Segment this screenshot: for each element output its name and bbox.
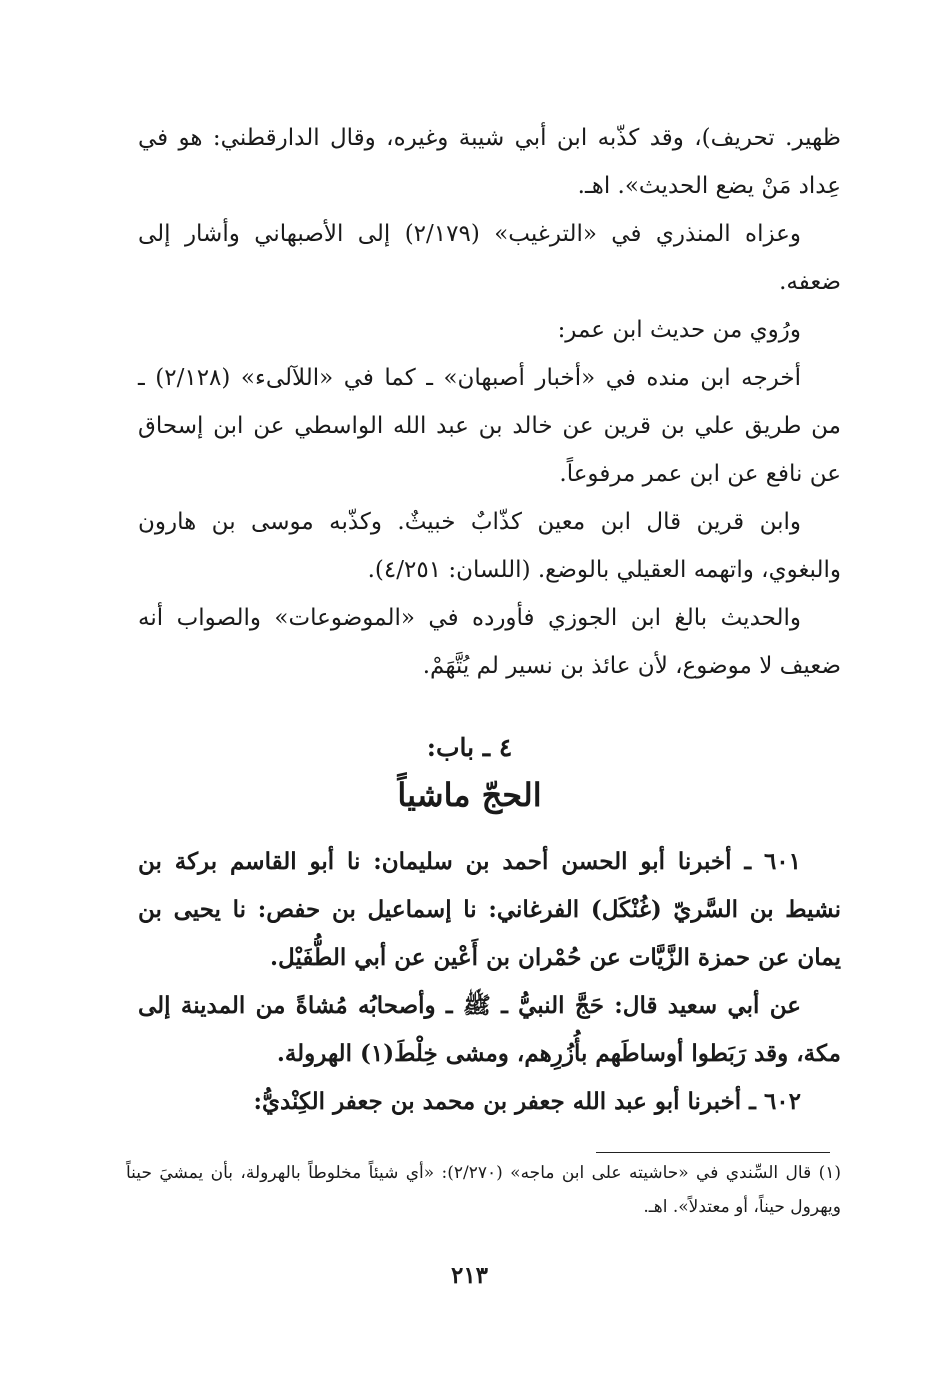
top-commentary — [138, 114, 841, 690]
hadith-paragraph: عن أبي سعيد قال: حَجَّ النبيُّ ـ ﷺ ـ وأصحابُه مُشاةً من المدينة إلى مكة، وقد رَبَطوا أوساطَهم بأُزُرِهم، ومشى خِلْطَ(١) الهرولة. — [138, 992, 841, 1067]
hadith-paragraph: ٦٠١ ـ أخبرنا أبو الحسن أحمد بن سليمان: نا أبو القاسم بركة بن نشيط بن السَّريّ (غُنْكَل) الفرغاني: نا إسماعيل بن حفص: نا يحيى بن يمان عن حمزة الزَّيَّات عن حُمْران بن أَعْين عن أبي الطُّفَيْل. — [138, 848, 841, 971]
footnote-divider — [596, 1152, 830, 1153]
paragraph: ورُوي من حديث ابن عمر: — [557, 317, 801, 343]
paragraph: وعزاه المنذري في «الترغيب» (٢/١٧٩) إلى الأصبهاني وأشار إلى ضعفه. — [138, 221, 841, 295]
footnotes — [126, 1156, 841, 1224]
section-heading — [0, 726, 939, 820]
paragraph: أخرجه ابن منده في «أخبار أصبهان» ـ كما في «اللآلىء» (٢/١٢٨) ـ من طريق علي بن قرين عن خالد بن عبد الله الواسطي عن ابن إسحاق عن نافع عن ابن عمر مرفوعاً. — [138, 365, 841, 487]
paragraph: وابن قرين قال ابن معين كذّابٌ خبيثٌ. وكذّبه موسى بن هارون والبغوي، واتهمه العقيلي بالوضع. (اللسان: ٤/٢٥١). — [138, 509, 841, 583]
chapter-number: ٤ ـ باب: — [426, 733, 513, 762]
hadith-text — [138, 838, 841, 1126]
chapter-title: الحجّ ماشياً — [397, 776, 542, 814]
hadith-paragraph: ٦٠٢ ـ أخبرنا أبو عبد الله جعفر بن محمد بن جعفر الكِنْديُّ: — [253, 1088, 801, 1115]
paragraph: ظهير. تحريف)، وقد كذّبه ابن أبي شيبة وغيره، وقال الدارقطني: هو في عِداد مَنْ يضع الحديث». اهـ. — [138, 125, 841, 199]
footnote: (١) قال السِّندي في «حاشيته على ابن ماجه» (٢/٢٧٠): «أي شيئاً مخلوطاً بالهرولة، بأن يمشيَ حيناً ويهرول حيناً، أو معتدلاً». اهـ. — [126, 1163, 841, 1217]
page-number: ٢١٣ — [450, 1262, 489, 1289]
paragraph: والحديث بالغ ابن الجوزي فأورده في «الموضوعات» والصواب أنه ضعيف لا موضوع، لأن عائذ بن نسير لم يُتَّهَمْ. — [138, 605, 841, 679]
